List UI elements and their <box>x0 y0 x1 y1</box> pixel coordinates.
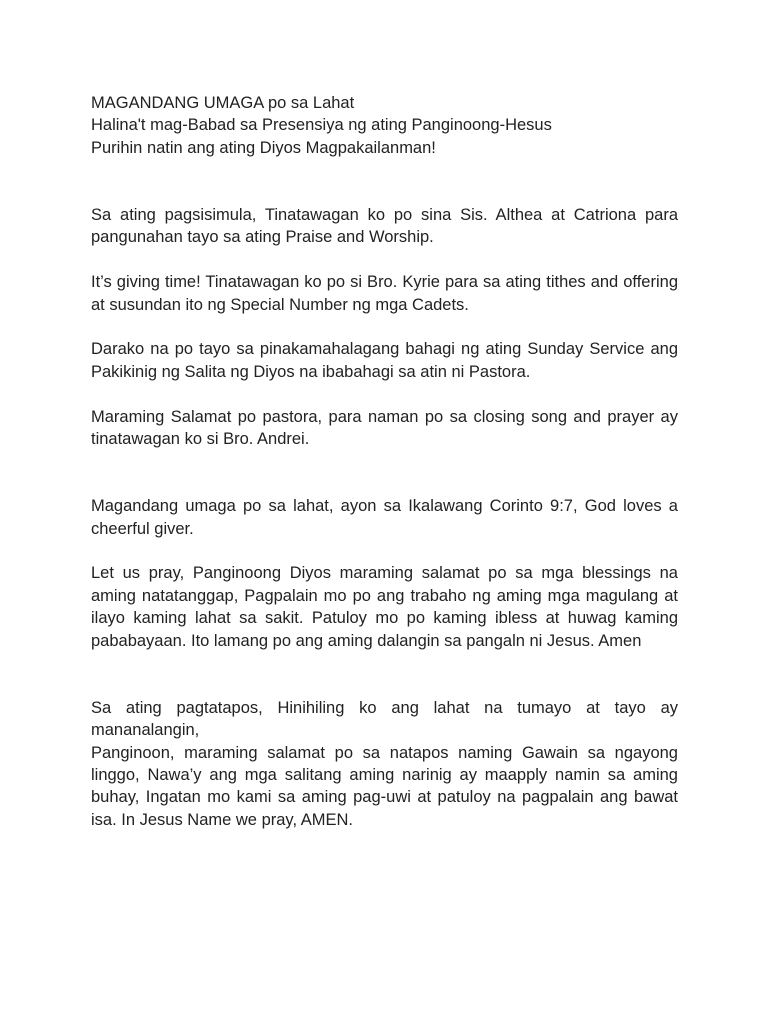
greeting-line: MAGANDANG UMAGA po sa Lahat <box>91 94 355 112</box>
paragraph-sermon: Darako na po tayo sa pinakamahalagang bahagi ng ating Sunday Service ang Pakikinig ng Salita ng Diyos na ibabahagi sa atin ni Pastora. <box>91 340 678 381</box>
paragraph-offering-prayer: Let us pray, Panginoong Diyos maraming salamat po sa mga blessings na aming natatanggap, Pagpalain mo po ang trabaho ng aming mga magulang at ilayo kaming lahat sa sakit. Patuloy mo po kaming ibless at huwag kaming pababayaan. Ito lamang po ang aming dalangin sa pangaln ni Jesus. Amen <box>91 564 678 650</box>
paragraph-closing-prayer: Panginoon, maraming salamat po sa natapos naming Gawain sa ngayong linggo, Nawa’y ang mga salitang aming narinig ay maapply namin sa aming buhay, Ingatan mo kami sa aming pag-uwi at patuloy na pagpalain ang bawat isa. In Jesus Name we pray, AMEN. <box>91 743 678 829</box>
paragraph-closing-intro: Sa ating pagtatapos, Hinihiling ko ang lahat na tumayo at tayo ay mananalangin, <box>91 698 678 740</box>
invitation-line: Halina't mag-Babad sa Presensiya ng ating Panginoong-Hesus <box>91 116 552 135</box>
paragraph-closing-call: Maraming Salamat po pastora, para naman po sa closing song and prayer ay tinatawagan ko si Bro. Andrei. <box>91 407 678 449</box>
paragraph-offering-verse: Magandang umaga po sa lahat, ayon sa Ikalawang Corinto 9:7, God loves a cheerful giver. <box>91 497 678 538</box>
paragraph-giving-time: It’s giving time! Tinatawagan ko po si Bro. Kyrie para sa ating tithes and offering at susundan ito ng Special Number ng mga Cadets. <box>91 273 678 314</box>
paragraph-opening: Sa ating pagsisimula, Tinatawagan ko po sina Sis. Althea at Catriona para pangunahan tayo sa ating Praise and Worship. <box>91 206 678 247</box>
greeting-header <box>91 92 678 159</box>
praise-line: Purihin natin ang ating Diyos Magpakailanman! <box>91 138 436 157</box>
